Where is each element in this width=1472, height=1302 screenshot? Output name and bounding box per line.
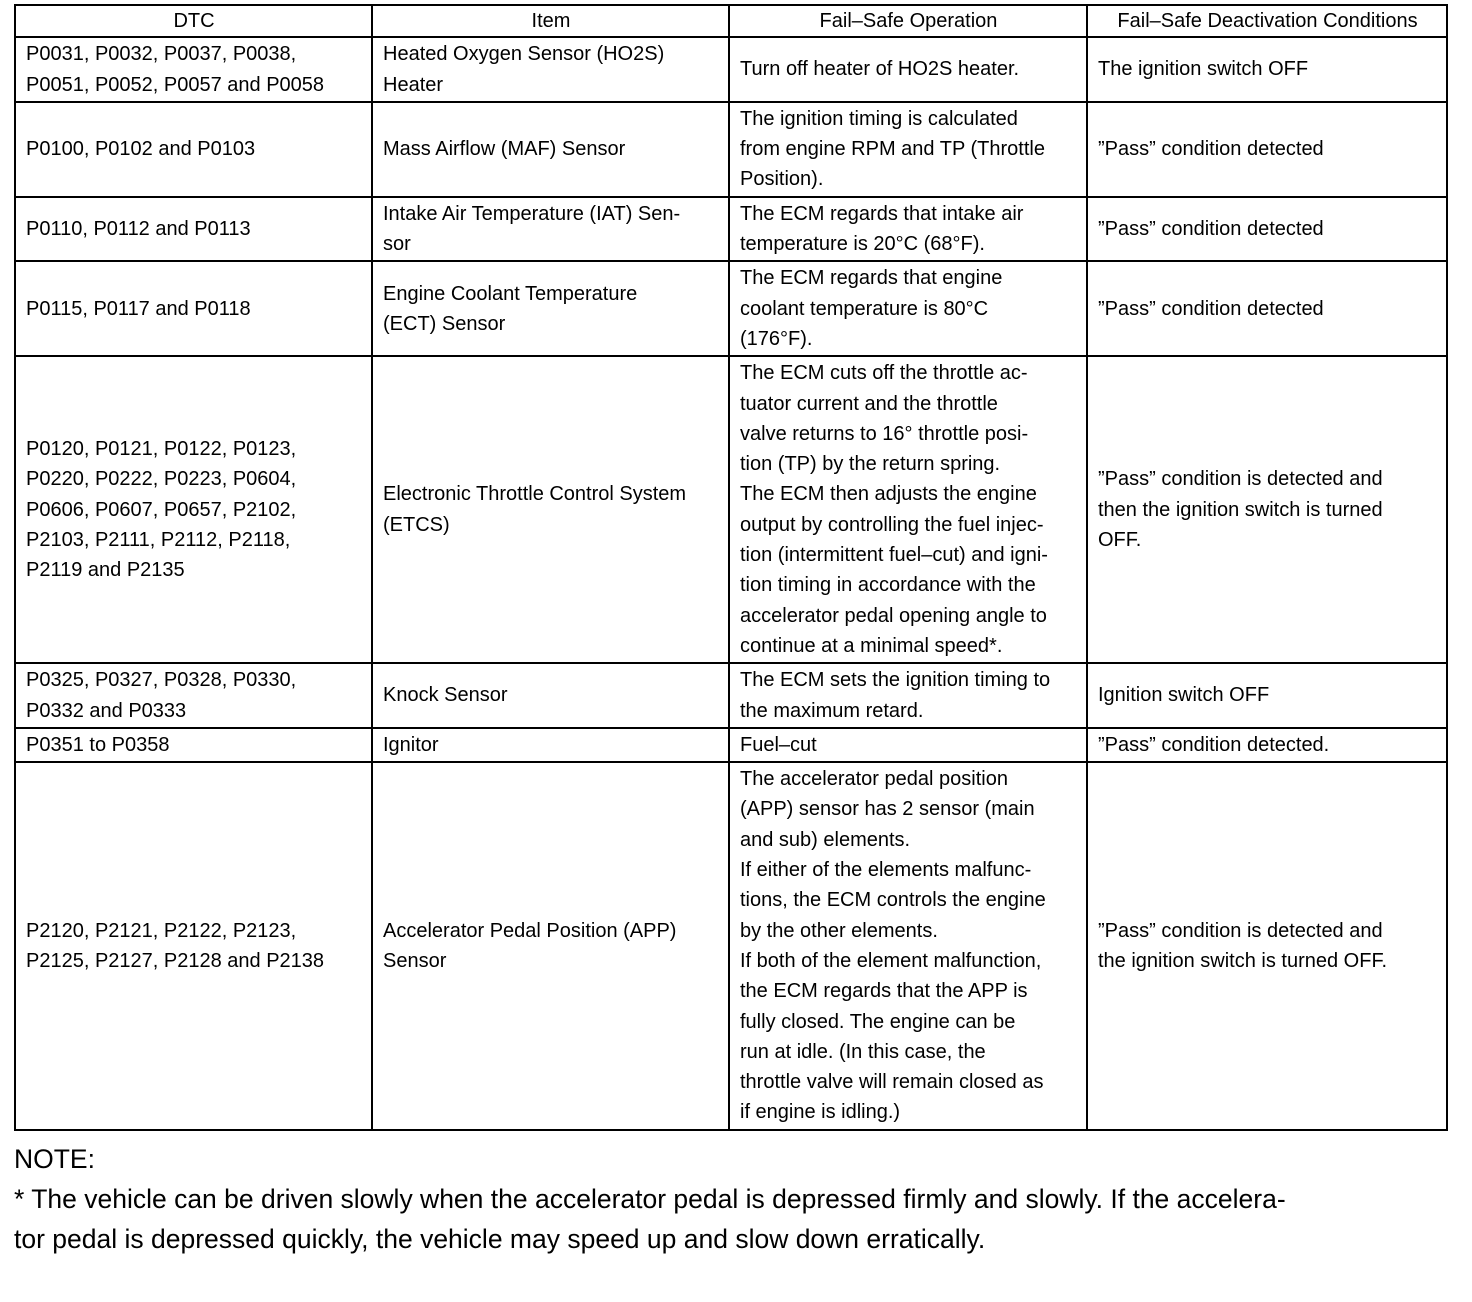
item-name: Accelerator Pedal Position (APP) Sensor <box>383 919 677 972</box>
dtc-codes: P0031, P0032, P0037, P0038, P0051, P0052, P0057 and P0058 <box>26 43 325 96</box>
operation-cell <box>729 197 1087 262</box>
item-name: Heated Oxygen Sensor (HO2S) Heater <box>383 43 665 96</box>
table-row <box>15 728 1447 762</box>
dtc-codes: P0351 to P0358 <box>26 733 170 756</box>
item-name: Electronic Throttle Control System (ETCS) <box>383 483 687 536</box>
operation-cell <box>729 663 1087 728</box>
operation-text: Turn off heater of HO2S heater. <box>740 58 1020 81</box>
dtc-codes: P0325, P0327, P0328, P0330, P0332 and P0333 <box>26 669 297 722</box>
operation-cell <box>729 261 1087 356</box>
header-fail-safe-operation: Fail–Safe Operation <box>729 5 1087 37</box>
table-row <box>15 261 1447 356</box>
deactivation-text: ”Pass” condition detected <box>1098 138 1324 161</box>
dtc-codes: P0115, P0117 and P0118 <box>26 297 251 320</box>
dtc-codes: P0120, P0121, P0122, P0123, P0220, P0222, P0223, P0604, P0606, P0607, P0657, P2102, P2103, P2111, P2112, P2118, P2119 and P2135 <box>26 438 297 582</box>
item-name: Intake Air Temperature (IAT) Sen- sor <box>383 202 681 256</box>
operation-cell <box>729 102 1087 197</box>
header-item: Item <box>372 5 729 37</box>
item-cell <box>372 197 729 262</box>
item-name: Ignitor <box>383 733 439 756</box>
deactivation-text: ”Pass” condition is detected and the ignition switch is turned OFF. <box>1098 919 1388 972</box>
deactivation-text: ”Pass” condition detected <box>1098 297 1324 320</box>
dtc-cell <box>15 762 372 1130</box>
dtc-cell <box>15 197 372 262</box>
operation-cell <box>729 762 1087 1130</box>
deactivation-cell <box>1087 197 1447 262</box>
deactivation-cell <box>1087 356 1447 663</box>
deactivation-cell <box>1087 37 1447 102</box>
operation-text: The ECM regards that engine coolant temperature is 80°C (176°F). <box>740 267 1003 350</box>
table-row <box>15 37 1447 102</box>
item-name: Mass Airflow (MAF) Sensor <box>383 138 626 161</box>
item-cell <box>372 102 729 197</box>
item-cell <box>372 728 729 762</box>
dtc-codes: P0110, P0112 and P0113 <box>26 217 251 240</box>
operation-text: The ignition timing is calculated from engine RPM and TP (Throttle Position). <box>740 107 1045 191</box>
dtc-cell <box>15 663 372 728</box>
deactivation-text: ”Pass” condition detected. <box>1098 733 1330 756</box>
dtc-cell <box>15 102 372 197</box>
dtc-codes: P2120, P2121, P2122, P2123, P2125, P2127, P2128 and P2138 <box>26 919 325 972</box>
header-deactivation-conditions: Fail–Safe Deactivation Conditions <box>1087 5 1447 37</box>
dtc-cell <box>15 37 372 102</box>
operation-cell <box>729 728 1087 762</box>
dtc-codes: P0100, P0102 and P0103 <box>26 138 256 161</box>
deactivation-cell <box>1087 102 1447 197</box>
item-cell <box>372 663 729 728</box>
deactivation-cell <box>1087 663 1447 728</box>
operation-cell <box>729 37 1087 102</box>
deactivation-text: The ignition switch OFF <box>1098 58 1309 81</box>
item-cell <box>372 762 729 1130</box>
table-row <box>15 102 1447 197</box>
note-title: NOTE: <box>14 1143 95 1174</box>
operation-text: The ECM cuts off the throttle ac- tuator current and the throttle valve returns to 16° throttle posi- tion (TP) by the return spring. The ECM then adjusts the engine output by controlling the fuel injec- tion (intermittent fuel–cut) and igni- tion timing in accordance with the accelerator pedal opening angle to continue at a minimal speed*. <box>740 362 1048 657</box>
deactivation-cell <box>1087 728 1447 762</box>
item-cell <box>372 261 729 356</box>
dtc-cell <box>15 261 372 356</box>
operation-cell <box>729 356 1087 663</box>
dtc-cell <box>15 728 372 762</box>
fail-safe-table <box>14 4 1448 1131</box>
deactivation-cell <box>1087 261 1447 356</box>
dtc-cell <box>15 356 372 663</box>
deactivation-text: ”Pass” condition detected <box>1098 217 1324 240</box>
table-row <box>15 356 1447 663</box>
item-cell <box>372 37 729 102</box>
table-header-row <box>15 5 1447 37</box>
deactivation-cell <box>1087 762 1447 1130</box>
table-row <box>15 197 1447 262</box>
item-name: Engine Coolant Temperature (ECT) Sensor <box>383 282 638 335</box>
deactivation-text: ”Pass” condition is detected and then the ignition switch is turned OFF. <box>1098 468 1383 551</box>
document-page <box>14 4 1446 1259</box>
operation-text: The ECM sets the ignition timing to the maximum retard. <box>740 669 1051 722</box>
operation-text: The accelerator pedal position (APP) sensor has 2 sensor (main and sub) elements. If either of the elements malfunc- tions, the ECM controls the engine by the other elements. If both of the element malfunction, the ECM regards that the APP is fully closed. The engine can be run at idle. (In this case, the throttle valve will remain closed as if engine is idling.) <box>740 768 1046 1124</box>
table-row <box>15 762 1447 1130</box>
table-row <box>15 663 1447 728</box>
header-dtc: DTC <box>15 5 372 37</box>
operation-text: Fuel–cut <box>740 733 817 756</box>
operation-text: The ECM regards that intake air temperature is 20°C (68°F). <box>740 202 1024 256</box>
item-name: Knock Sensor <box>383 684 508 707</box>
note-section <box>14 1139 1446 1259</box>
note-text: * The vehicle can be driven slowly when the accelerator pedal is depressed firmly and slowly. If the accelera- tor pedal is depressed quickly, the vehicle may speed up and slow down erratically. <box>14 1183 1286 1254</box>
deactivation-text: Ignition switch OFF <box>1098 684 1270 707</box>
item-cell <box>372 356 729 663</box>
